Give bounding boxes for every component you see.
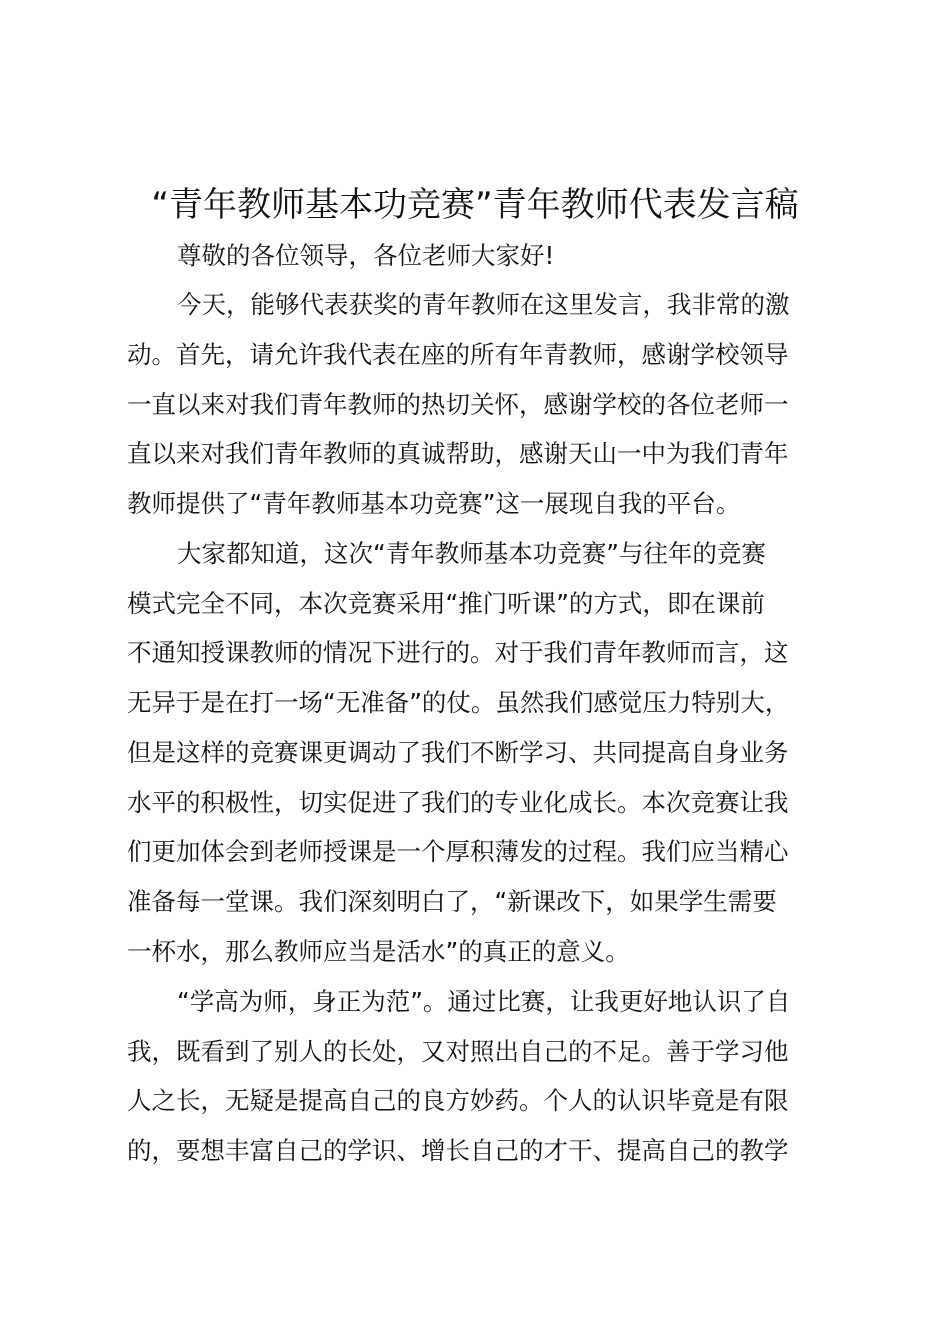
- paragraph-line: “学高为师，身正为范”。通过比赛，让我更好地认识了自: [177, 987, 791, 1016]
- paragraph-line: 直以来对我们青年教师的真诚帮助，感谢天山一中为我们青年: [127, 439, 789, 468]
- paragraph-line: 水平的积极性，切实促进了我们的专业化成长。本次竞赛让我: [127, 788, 789, 817]
- paragraph-line: 无异于是在打一场“无准备”的仗。虽然我们感觉压力特别大，: [127, 688, 790, 717]
- paragraph-line: 人之长，无疑是提高自己的良方妙药。个人的认识毕竟是有限: [127, 1086, 789, 1115]
- paragraph-line: 我，既看到了别人的长处，又对照出自己的不足。善于学习他: [127, 1037, 789, 1066]
- paragraph-line: 大家都知道，这次“青年教师基本功竞赛”与往年的竞赛: [177, 539, 766, 568]
- paragraph-line: 一直以来对我们青年教师的热切关怀，感谢学校的各位老师一: [127, 390, 789, 419]
- salutation-line: 尊敬的各位领导，各位老师大家好!: [177, 241, 555, 270]
- paragraph-line: 们更加体会到老师授课是一个厚积薄发的过程。我们应当精心: [127, 837, 789, 866]
- paragraph-line: 动。首先，请允许我代表在座的所有年青教师，感谢学校领导: [127, 340, 789, 369]
- paragraph-line: 今天，能够代表获奖的青年教师在这里发言，我非常的激: [177, 290, 790, 319]
- paragraph-line: 模式完全不同，本次竞赛采用“推门听课”的方式，即在课前: [127, 589, 765, 618]
- paragraph-line: 但是这样的竞赛课更调动了我们不断学习、共同提高自身业务: [127, 738, 789, 767]
- paragraph-line: 一杯水，那么教师应当是活水”的真正的意义。: [127, 937, 630, 966]
- paragraph-line: 准备每一堂课。我们深刻明白了，“新课改下，如果学生需要: [127, 887, 777, 916]
- paragraph-line: 不通知授课教师的情况下进行的。对于我们青年教师而言，这: [127, 638, 789, 667]
- paragraph-line: 教师提供了“青年教师基本功竞赛”这一展现自我的平台。: [127, 489, 741, 518]
- document-title: “青年教师基本功竞赛”青年教师代表发言稿: [151, 185, 799, 225]
- paragraph-line: 的，要想丰富自己的学识、增长自己的才干、提高自己的教学: [127, 1136, 789, 1165]
